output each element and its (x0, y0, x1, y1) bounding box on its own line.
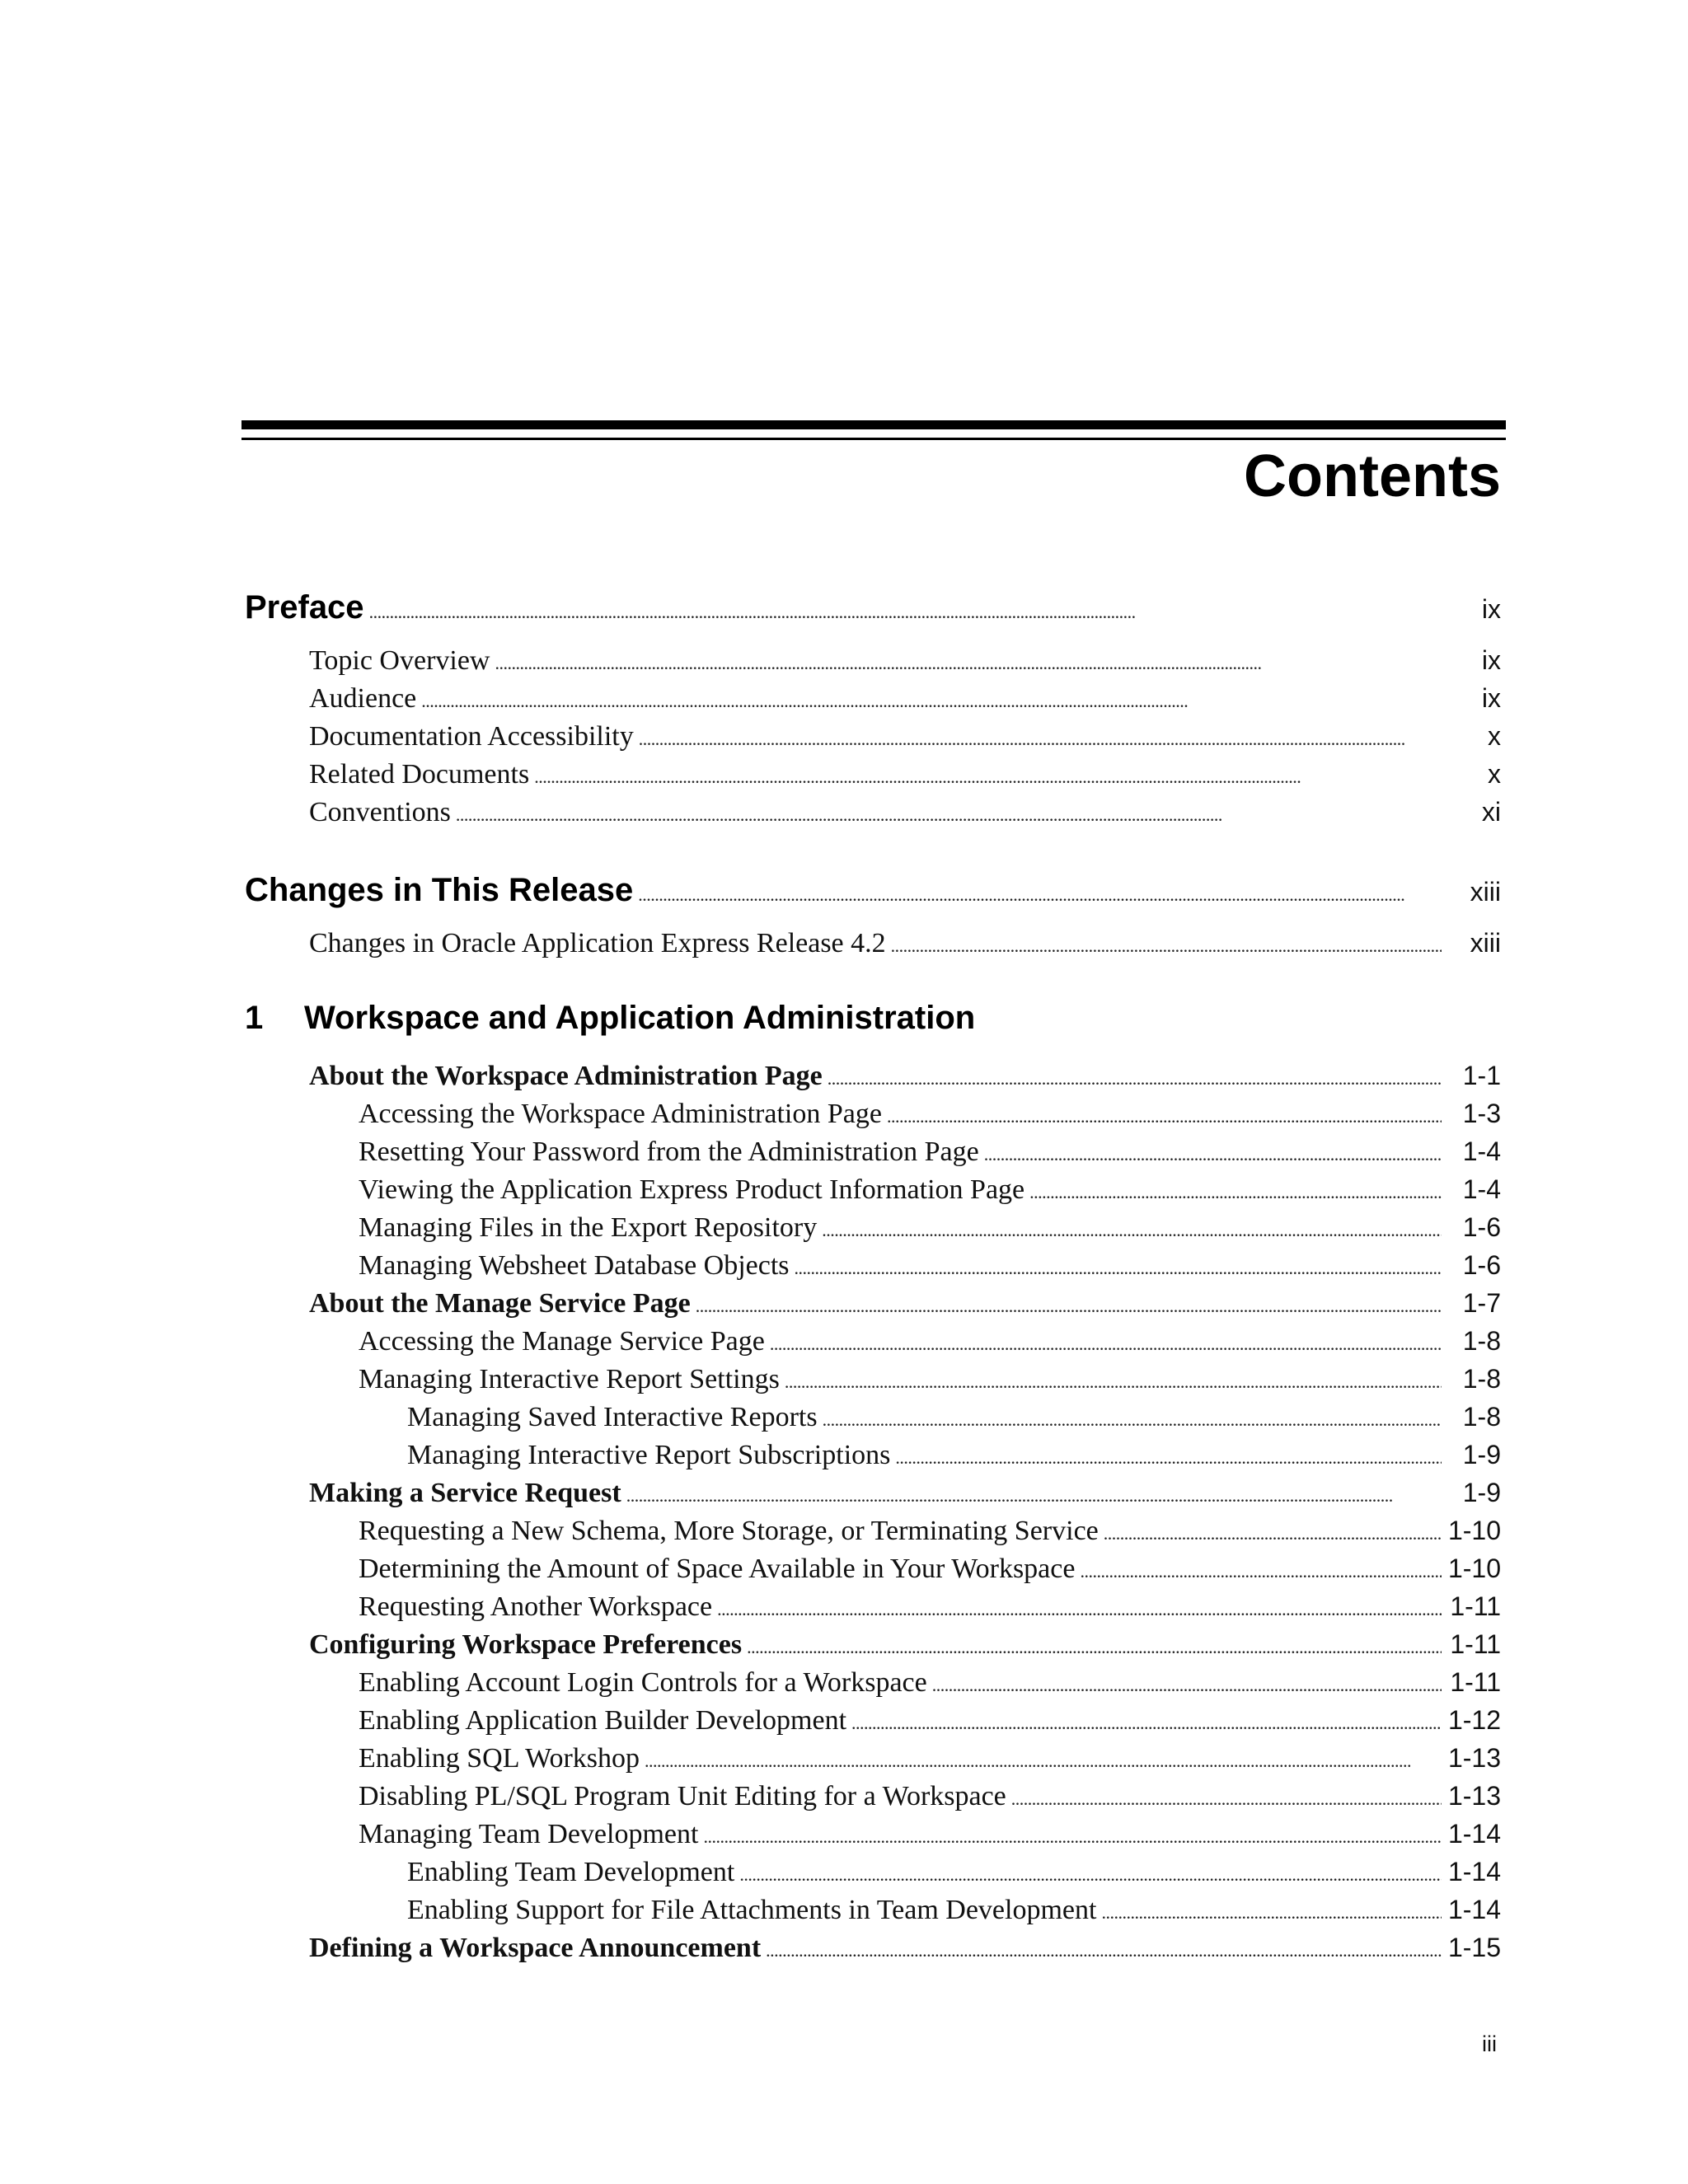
toc-label: Enabling SQL Workshop (359, 1743, 640, 1774)
toc-page: 1-10 (1447, 1516, 1501, 1545)
toc-page: xiii (1470, 877, 1501, 907)
toc-page: 1-11 (1450, 1629, 1501, 1659)
toc-entry[interactable] (407, 1440, 1501, 1471)
dot-leader (795, 1258, 1442, 1279)
toc-entry[interactable] (359, 1099, 1501, 1130)
dot-leader (984, 1144, 1442, 1165)
toc-page: 1-15 (1447, 1933, 1501, 1962)
dot-leader (639, 729, 1442, 750)
toc-page: 1-7 (1462, 1288, 1501, 1318)
dot-leader (626, 1485, 1442, 1507)
toc-section-preface[interactable] (245, 589, 1501, 626)
toc-entry[interactable] (359, 1326, 1501, 1357)
toc-page: 1-4 (1462, 1174, 1501, 1204)
toc-page: 1-8 (1462, 1402, 1501, 1432)
toc-label: Managing Team Development (359, 1819, 699, 1849)
chapter-title: Workspace and Application Administration (304, 1000, 976, 1036)
toc-label: Enabling Support for File Attachments in Team Development (407, 1895, 1097, 1925)
toc-entry[interactable] (359, 1591, 1501, 1623)
dot-leader (1104, 1523, 1442, 1544)
dot-leader (369, 602, 1455, 623)
toc-label: Viewing the Application Express Product Information Page (359, 1174, 1025, 1205)
toc-page: 1-14 (1447, 1819, 1501, 1849)
dot-leader (822, 1220, 1442, 1241)
dot-leader (932, 1675, 1442, 1696)
toc-page: 1-4 (1462, 1137, 1501, 1166)
toc-entry[interactable] (359, 1781, 1501, 1812)
toc-entry[interactable] (359, 1667, 1501, 1699)
toc-page: x (1488, 759, 1501, 789)
dot-leader (895, 1447, 1442, 1469)
dot-leader (645, 1750, 1442, 1772)
dot-leader (766, 1940, 1442, 1961)
toc-label: Documentation Accessibility (309, 721, 634, 752)
toc-label: Managing Websheet Database Objects (359, 1250, 790, 1281)
toc-label: Determining the Amount of Space Available in Your Workspace (359, 1554, 1076, 1584)
toc-entry[interactable] (309, 759, 1501, 790)
dot-leader (785, 1371, 1442, 1393)
toc-label: Requesting Another Workspace (359, 1591, 713, 1622)
dot-leader (770, 1333, 1442, 1355)
toc-entry[interactable] (309, 1478, 1501, 1509)
dot-leader (703, 1826, 1442, 1848)
toc-label: Managing Interactive Report Subscriptions (407, 1440, 891, 1470)
toc-entry[interactable] (407, 1857, 1501, 1888)
toc-section-changes[interactable] (245, 872, 1501, 909)
toc-label: Preface (245, 589, 364, 626)
toc-label: Audience (309, 683, 417, 714)
toc-page: xi (1481, 797, 1501, 827)
toc-page: x (1488, 721, 1501, 751)
toc-entry[interactable] (359, 1250, 1501, 1282)
toc-page: ix (1481, 645, 1501, 675)
dot-leader (638, 884, 1455, 906)
toc-page: 1-14 (1447, 1895, 1501, 1924)
toc-entry[interactable] (309, 797, 1501, 828)
toc-entry[interactable] (309, 928, 1501, 959)
toc-entry[interactable] (309, 645, 1501, 677)
toc-label: Accessing the Manage Service Page (359, 1326, 765, 1357)
dot-leader (1101, 1902, 1442, 1924)
page-title: Contents (1244, 443, 1501, 509)
toc-page: 1-11 (1450, 1591, 1501, 1621)
dot-leader (696, 1296, 1442, 1317)
toc-label: Managing Interactive Report Settings (359, 1364, 780, 1394)
chapter-number: 1 (245, 1000, 264, 1036)
toc-label: Making a Service Request (309, 1478, 621, 1508)
toc-label: Changes in This Release (245, 872, 634, 908)
toc-page: 1-6 (1462, 1250, 1501, 1280)
toc-entry[interactable] (407, 1402, 1501, 1433)
toc-label: Conventions (309, 797, 451, 827)
toc-page: 1-3 (1462, 1099, 1501, 1128)
toc-entry[interactable] (359, 1705, 1501, 1736)
toc-label: Enabling Application Builder Development (359, 1705, 847, 1736)
toc-label: Related Documents (309, 759, 530, 790)
dot-leader (739, 1864, 1442, 1886)
dot-leader (828, 1068, 1442, 1090)
toc-page: 1-8 (1462, 1364, 1501, 1394)
toc-page: 1-11 (1450, 1667, 1501, 1697)
page-number: iii (1482, 2032, 1497, 2056)
toc-label: Resetting Your Password from the Administration Page (359, 1137, 979, 1167)
toc-entry[interactable] (309, 1288, 1501, 1319)
toc-label: Managing Files in the Export Repository (359, 1212, 818, 1243)
dot-leader (851, 1713, 1442, 1734)
toc-entry[interactable] (407, 1895, 1501, 1926)
dot-leader (421, 691, 1442, 712)
toc-entry[interactable] (359, 1137, 1501, 1168)
toc-page: 1-6 (1462, 1212, 1501, 1242)
dot-leader (717, 1599, 1442, 1620)
toc-entry[interactable] (359, 1516, 1501, 1547)
toc-entry[interactable] (309, 1629, 1501, 1661)
toc-page: 1-13 (1447, 1781, 1501, 1811)
toc-label: About the Workspace Administration Page (309, 1061, 823, 1091)
toc-entry[interactable] (359, 1174, 1501, 1206)
dot-leader (495, 653, 1442, 674)
dot-leader (534, 766, 1442, 788)
dot-leader (747, 1637, 1442, 1658)
toc-entry[interactable] (309, 683, 1501, 715)
toc-entry[interactable] (359, 1364, 1501, 1395)
toc-page: 1-14 (1447, 1857, 1501, 1886)
dot-leader (456, 804, 1442, 826)
toc-entry[interactable] (309, 721, 1501, 752)
title-rule-thick (241, 420, 1506, 429)
toc-page: 1-10 (1447, 1554, 1501, 1583)
toc-entry[interactable] (359, 1743, 1501, 1774)
toc-label: Managing Saved Interactive Reports (407, 1402, 818, 1432)
toc-label: Enabling Account Login Controls for a Workspace (359, 1667, 927, 1698)
dot-leader (823, 1409, 1442, 1431)
toc-label: Defining a Workspace Announcement (309, 1933, 762, 1963)
toc-label: Changes in Oracle Application Express Release 4.2 (309, 928, 886, 958)
dot-leader (1011, 1788, 1442, 1810)
toc-entry[interactable] (359, 1212, 1501, 1244)
toc-label: Topic Overview (309, 645, 490, 676)
toc-page: ix (1481, 683, 1501, 713)
chapter-heading[interactable] (245, 1000, 975, 1037)
toc-label: Configuring Workspace Preferences (309, 1629, 743, 1660)
toc-page: 1-8 (1462, 1326, 1501, 1356)
dot-leader (1080, 1561, 1442, 1582)
dot-leader (891, 935, 1442, 957)
toc-label: Accessing the Workspace Administration Page (359, 1099, 882, 1129)
toc-page: 1-9 (1462, 1478, 1501, 1507)
toc-label: Disabling PL/SQL Program Unit Editing for a Workspace (359, 1781, 1006, 1811)
toc-label: About the Manage Service Page (309, 1288, 691, 1319)
dot-leader (887, 1106, 1442, 1127)
toc-page: xiii (1470, 928, 1501, 958)
toc-page: 1-12 (1447, 1705, 1501, 1735)
toc-page: 1-13 (1447, 1743, 1501, 1773)
dot-leader (1029, 1182, 1442, 1203)
toc-entry[interactable] (309, 1933, 1501, 1964)
toc-label: Requesting a New Schema, More Storage, or Terminating Service (359, 1516, 1099, 1546)
toc-label: Enabling Team Development (407, 1857, 735, 1887)
toc-entry[interactable] (359, 1819, 1501, 1850)
toc-page: 1-1 (1462, 1061, 1501, 1090)
toc-page: ix (1481, 594, 1501, 624)
toc-page: 1-9 (1462, 1440, 1501, 1469)
toc-entry[interactable] (309, 1061, 1501, 1092)
toc-entry[interactable] (359, 1554, 1501, 1585)
